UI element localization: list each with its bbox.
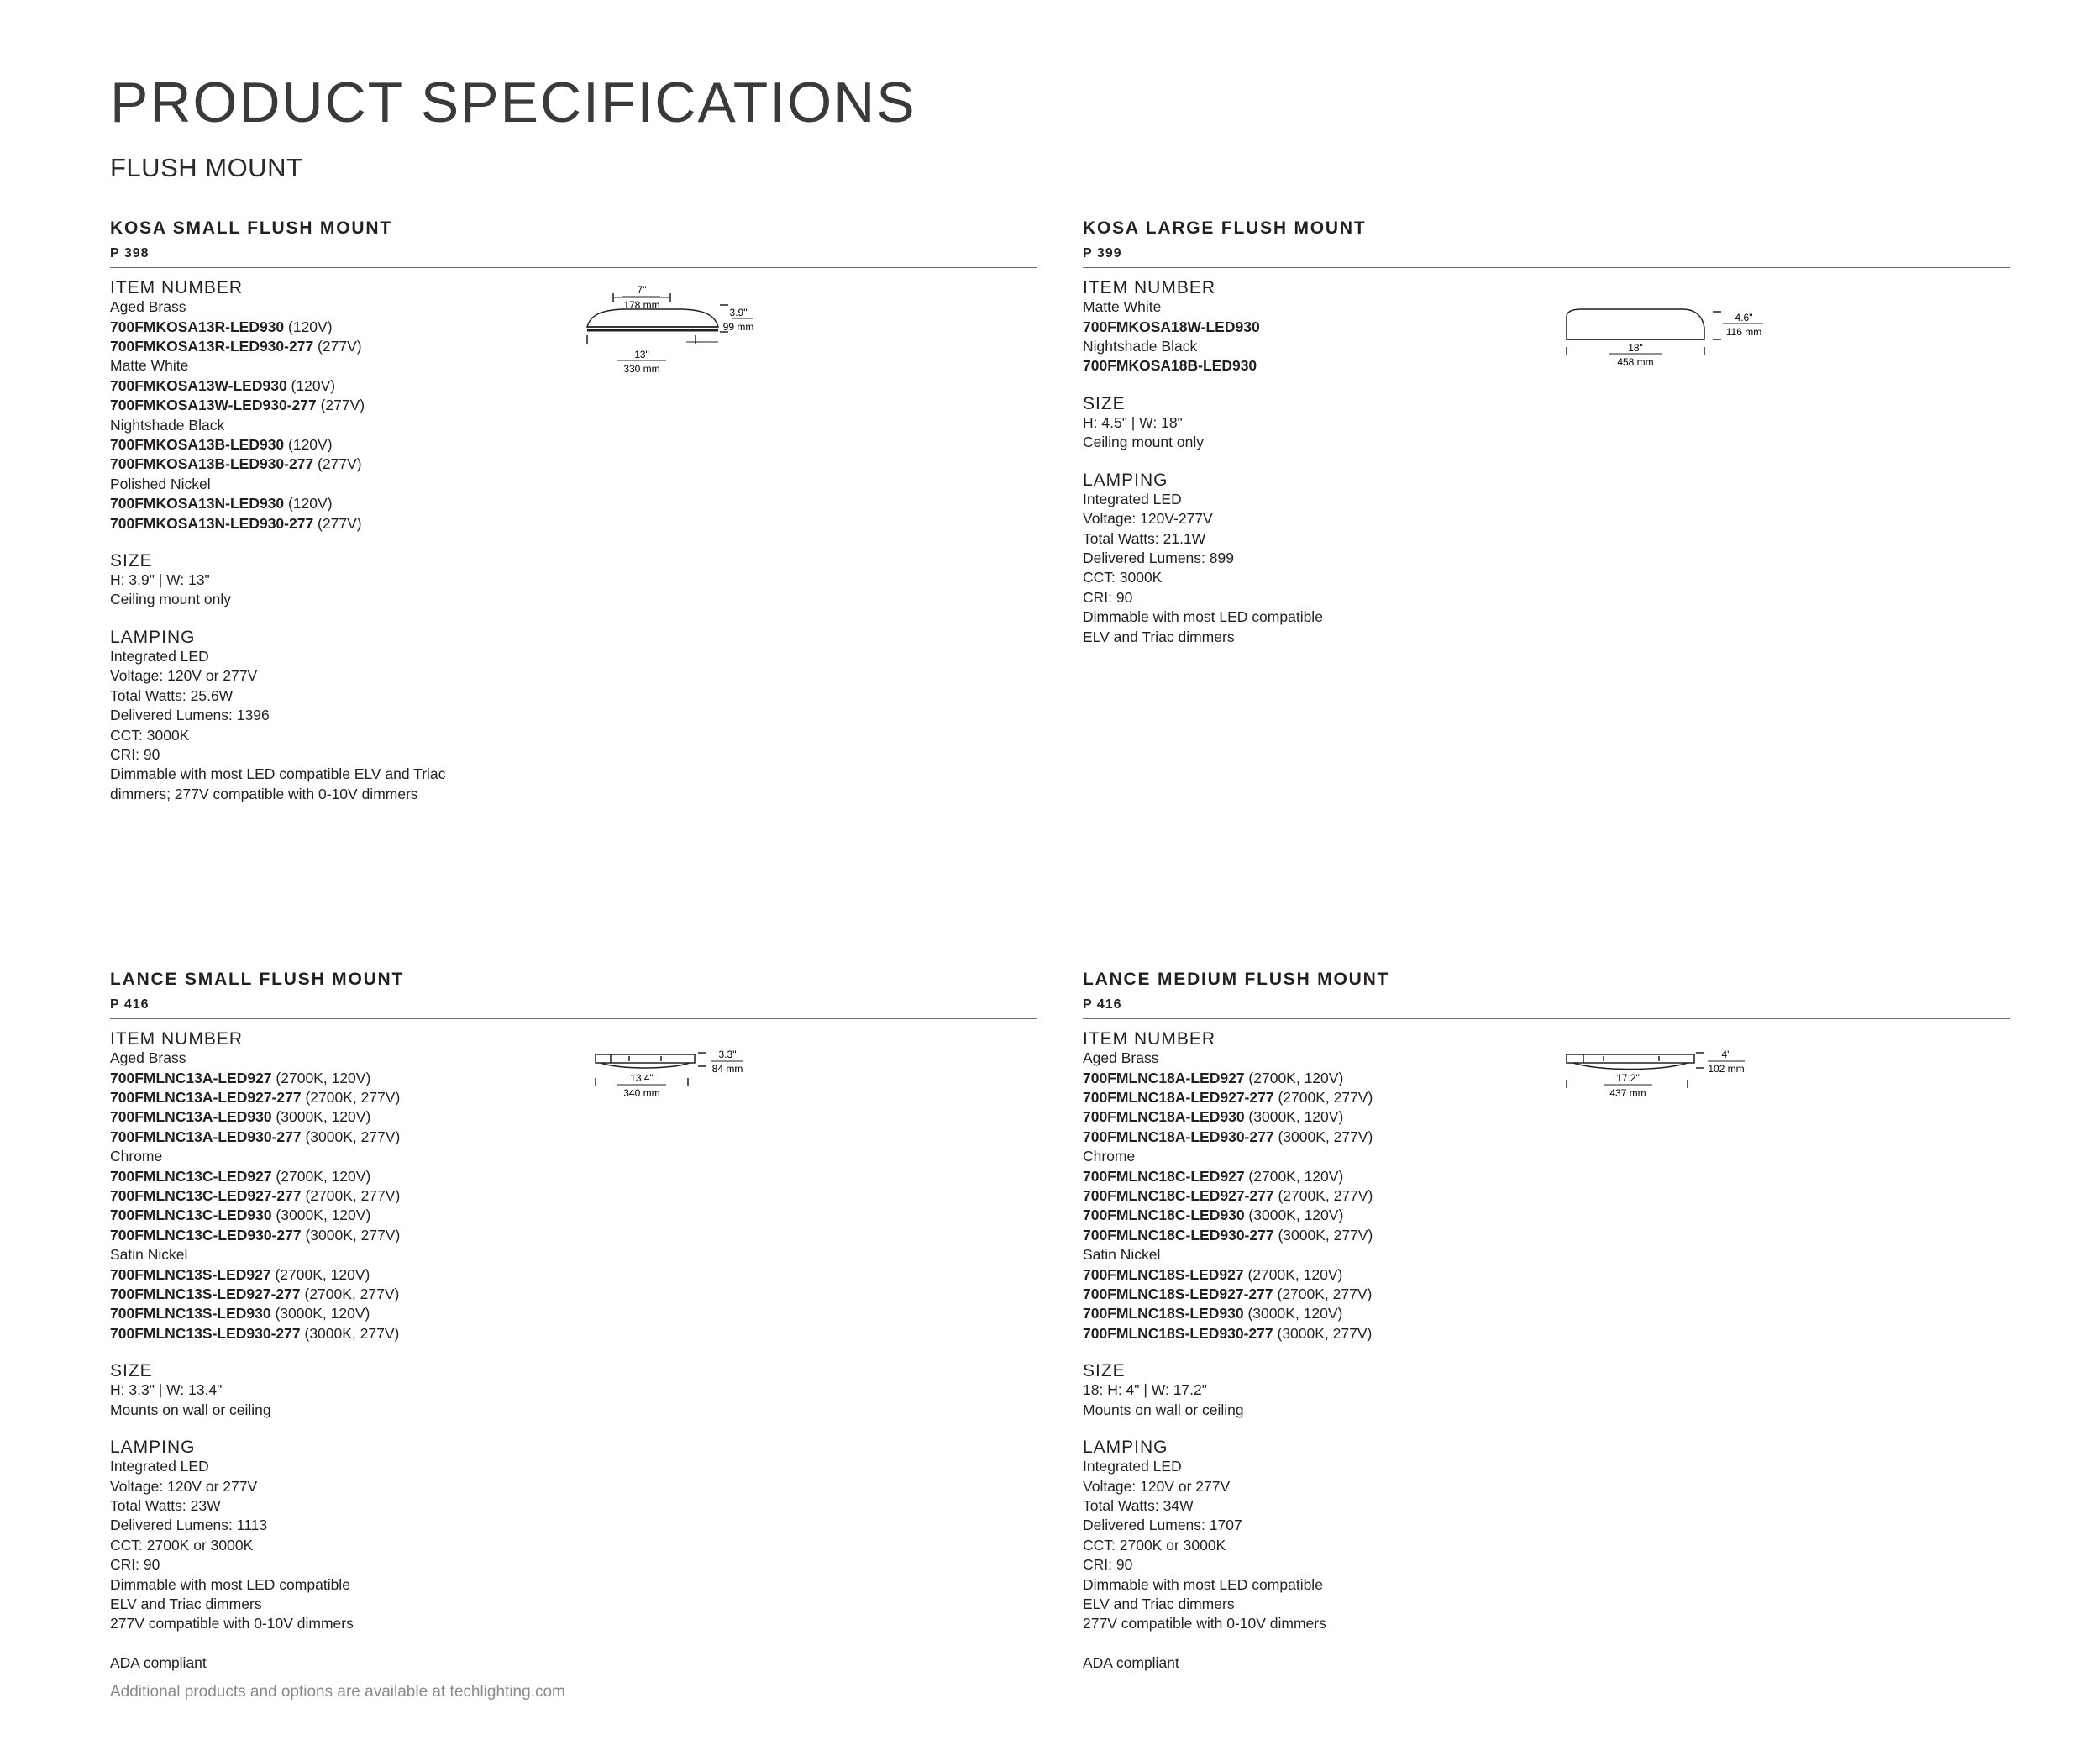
item-code-line (1083, 1324, 1637, 1343)
dim-width-mm: 340 mm (623, 1087, 660, 1099)
lamping-line: Delivered Lumens: 1396 (110, 707, 270, 724)
dim-height-mm: 99 mm (722, 321, 753, 333)
lamping-line: CCT: 3000K (110, 726, 190, 744)
item-number-label: ITEM NUMBER (110, 278, 243, 297)
lamping-lines (110, 1457, 664, 1634)
item-code-note: (277V) (313, 455, 362, 473)
item-code: 700FMLNC18S-LED930-277 (1083, 1324, 1273, 1342)
lance-small-dimension-diagram (594, 1044, 762, 1120)
lamping-line: Delivered Lumens: 899 (1083, 549, 1234, 566)
item-code: 700FMLNC18C-LED927-277 (1083, 1186, 1274, 1204)
item-list (110, 1049, 664, 1343)
item-code-note: (3000K, 120V) (1243, 1305, 1343, 1322)
item-code: 700FMLNC13S-LED927-277 (110, 1285, 301, 1302)
item-code-line (1083, 1285, 1637, 1304)
lamping-line: CCT: 2700K or 3000K (110, 1536, 254, 1554)
section-divider (110, 1018, 1037, 1019)
item-code: 700FMLNC13C-LED927-277 (110, 1186, 302, 1204)
ada-note: ADA compliant (1083, 1654, 1179, 1671)
item-code: 700FMLNC13C-LED930 (110, 1207, 272, 1224)
lamping-line: Delivered Lumens: 1707 (1083, 1517, 1242, 1534)
lamping-line: Integrated LED (110, 647, 209, 665)
item-code-line (1083, 356, 1637, 376)
item-code-note: (2700K, 120V) (271, 1167, 371, 1185)
size-line: H: 4.5" | W: 18" (1083, 413, 1183, 431)
lamping-line: Voltage: 120V or 277V (1083, 1477, 1231, 1495)
lamping-line: 277V compatible with 0-10V dimmers (110, 1615, 354, 1633)
size-line: Ceiling mount only (110, 591, 231, 608)
page-subtitle: FLUSH MOUNT (110, 153, 303, 182)
dim-width-inches: 18" (1628, 342, 1643, 354)
lance-medium-dimension-diagram (1565, 1044, 1767, 1120)
item-code: 700FMLNC18S-LED927 (1083, 1265, 1244, 1283)
lamping-line: Total Watts: 25.6W (110, 686, 234, 704)
item-code-note: (2700K, 120V) (1243, 1265, 1343, 1283)
item-code-line (110, 1226, 664, 1245)
item-code-note: (3000K, 120V) (1244, 1207, 1344, 1224)
item-code: 700FMLNC13A-LED930 (110, 1108, 272, 1126)
item-code-line (1083, 1304, 1637, 1323)
section-page-ref: P 416 (1083, 997, 1122, 1012)
size-lines (110, 571, 664, 610)
dim-width-inches: 17.2" (1616, 1072, 1640, 1084)
item-code-line (110, 337, 664, 356)
lamping-line: ELV and Triac dimmers (1083, 1596, 1235, 1613)
section-page-ref: P 398 (110, 246, 150, 260)
item-code: 700FMLNC13A-LED927 (110, 1069, 272, 1086)
lamping-line: Integrated LED (1083, 490, 1182, 507)
item-code: 700FMKOSA18W-LED930 (1083, 318, 1260, 335)
lamping-line: ELV and Triac dimmers (1083, 628, 1235, 645)
item-code: 700FMLNC18C-LED927 (1083, 1167, 1245, 1185)
section-page-ref: P 416 (110, 997, 150, 1012)
section-divider (1083, 1018, 2010, 1019)
spec-column (110, 278, 664, 804)
item-code: 700FMLNC18C-LED930-277 (1083, 1226, 1274, 1244)
spec-section-lance-small (110, 970, 1037, 1673)
item-code: 700FMLNC18S-LED930 (1083, 1305, 1244, 1322)
item-code-line (1083, 1226, 1637, 1245)
item-number-label: ITEM NUMBER (110, 1029, 243, 1049)
item-code: 700FMKOSA13B-LED930 (110, 435, 285, 453)
lamping-line: Voltage: 120V-277V (1083, 510, 1213, 528)
lamping-line: dimmers; 277V compatible with 0-10V dimmers (110, 785, 418, 802)
item-code-line (110, 1265, 664, 1285)
item-code-line (110, 1107, 664, 1127)
dim-height-inches: 3.3" (718, 1049, 737, 1060)
item-code: 700FMLNC18S-LED927-277 (1083, 1285, 1273, 1302)
lamping-label: LAMPING (110, 627, 196, 647)
item-code: 700FMKOSA13N-LED930-277 (110, 514, 314, 532)
item-list (1083, 297, 1637, 376)
dim-top-mm: 178 mm (623, 299, 660, 311)
spec-column (110, 1029, 664, 1673)
item-code-line (110, 1285, 664, 1304)
item-code-line (110, 494, 664, 513)
item-code-note: (277V) (316, 397, 365, 414)
finish-label: Chrome (1083, 1148, 1136, 1165)
item-code-line (110, 1324, 664, 1343)
section-heading: KOSA SMALL FLUSH MOUNT (110, 218, 392, 238)
size-lines (1083, 1380, 1637, 1420)
item-code-line (110, 455, 664, 474)
spec-section-kosa-small (110, 219, 1037, 804)
size-line: H: 3.9" | W: 13" (110, 571, 210, 589)
section-page-ref: P 399 (1083, 246, 1122, 260)
page-title: PRODUCT SPECIFICATIONS (110, 71, 916, 134)
dim-width-inches: 13.4" (630, 1072, 654, 1084)
spec-column (1083, 1029, 1637, 1673)
item-code-note: (120V) (284, 435, 333, 453)
spec-section-kosa-large (1083, 219, 2010, 647)
ada-note: ADA compliant (110, 1654, 207, 1671)
lamping-line: CCT: 2700K or 3000K (1083, 1536, 1226, 1554)
item-code-line (1083, 1265, 1637, 1285)
item-code-note: (2700K, 277V) (301, 1088, 401, 1106)
item-code-line (110, 1304, 664, 1323)
size-line: Mounts on wall or ceiling (1083, 1401, 1244, 1418)
item-code-line (110, 514, 664, 534)
item-code-note: (3000K, 277V) (1273, 1128, 1373, 1145)
item-code-note: (3000K, 277V) (1273, 1324, 1373, 1342)
lamping-line: CRI: 90 (110, 1556, 160, 1574)
finish-label: Aged Brass (110, 1049, 186, 1067)
item-code-line (1083, 1107, 1637, 1127)
section-divider (1083, 267, 2010, 268)
item-code-line (110, 435, 664, 455)
item-code-note: (277V) (313, 514, 362, 532)
finish-label: Matte White (110, 357, 189, 375)
item-list (1083, 1049, 1637, 1343)
dim-width-mm: 458 mm (1617, 356, 1654, 368)
lamping-line: Integrated LED (1083, 1458, 1182, 1475)
item-code-line (110, 1167, 664, 1186)
section-heading: LANCE MEDIUM FLUSH MOUNT (1083, 970, 1390, 989)
item-code: 700FMKOSA13R-LED930-277 (110, 337, 314, 355)
item-code-note: (2700K, 120V) (1244, 1167, 1344, 1185)
lamping-line: Total Watts: 21.1W (1083, 529, 1206, 547)
item-code-note: (3000K, 277V) (301, 1226, 401, 1244)
item-code-note: (277V) (313, 337, 362, 355)
kosa-large-dimension-diagram (1565, 298, 1767, 382)
item-number-label: ITEM NUMBER (1083, 278, 1215, 297)
finish-label: Chrome (110, 1148, 163, 1165)
item-code: 700FMKOSA13W-LED930 (110, 376, 287, 394)
item-code-line (110, 1088, 664, 1107)
item-code: 700FMLNC18A-LED927-277 (1083, 1088, 1274, 1106)
item-code: 700FMLNC18A-LED930-277 (1083, 1128, 1274, 1145)
lamping-lines (1083, 1457, 1637, 1634)
item-code-line (110, 1069, 664, 1088)
section-heading: LANCE SMALL FLUSH MOUNT (110, 970, 405, 989)
item-code: 700FMKOSA18B-LED930 (1083, 357, 1257, 375)
size-label: SIZE (1083, 393, 1126, 413)
item-code: 700FMLNC13A-LED927-277 (110, 1088, 302, 1106)
item-code-line (110, 318, 664, 337)
item-code-line (1083, 1206, 1637, 1225)
item-code-note: (3000K, 277V) (1273, 1226, 1373, 1244)
item-code-note: (2700K, 277V) (1273, 1088, 1373, 1106)
finish-label: Satin Nickel (110, 1246, 188, 1264)
item-code-note: (2700K, 120V) (271, 1069, 371, 1086)
item-code-note: (3000K, 120V) (271, 1207, 371, 1224)
item-code-note: (2700K, 277V) (1273, 1186, 1373, 1204)
lamping-label: LAMPING (1083, 470, 1168, 490)
item-code-note: (2700K, 277V) (1273, 1285, 1373, 1302)
item-code: 700FMKOSA13W-LED930-277 (110, 397, 317, 414)
lamping-label: LAMPING (110, 1438, 196, 1458)
item-code-line (1083, 1186, 1637, 1206)
item-code: 700FMLNC13C-LED927 (110, 1167, 272, 1185)
item-code: 700FMLNC13S-LED930 (110, 1305, 271, 1322)
item-code-note: (2700K, 120V) (1244, 1069, 1344, 1086)
lamping-line: CRI: 90 (1083, 588, 1133, 606)
lamping-line: CRI: 90 (110, 746, 160, 763)
finish-label: Satin Nickel (1083, 1246, 1161, 1264)
lamping-line: Voltage: 120V or 277V (110, 667, 258, 685)
lamping-line: CCT: 3000K (1083, 569, 1163, 586)
lamping-line: Delivered Lumens: 1113 (110, 1517, 268, 1534)
dim-width-inches: 13" (634, 349, 649, 360)
lamping-line: ELV and Triac dimmers (110, 1596, 262, 1613)
size-line: H: 3.3" | W: 13.4" (110, 1381, 223, 1399)
item-code: 700FMKOSA13B-LED930-277 (110, 455, 314, 473)
item-code-note: (120V) (286, 376, 336, 394)
spec-section-lance-medium (1083, 970, 2010, 1673)
lamping-line: Dimmable with most LED compatible (1083, 608, 1323, 626)
item-code-line (1083, 318, 1637, 337)
finish-label: Matte White (1083, 298, 1162, 316)
size-lines (110, 1380, 664, 1420)
dim-height-mm: 84 mm (711, 1063, 743, 1075)
item-code-note: (120V) (284, 495, 333, 513)
item-code: 700FMKOSA13N-LED930 (110, 495, 285, 513)
dim-top-inches: 7" (637, 285, 647, 296)
lamping-line: Total Watts: 34W (1083, 1497, 1194, 1514)
item-code: 700FMLNC13S-LED930-277 (110, 1324, 301, 1342)
item-code-line (110, 396, 664, 415)
dim-height-inches: 4.6" (1735, 312, 1753, 323)
item-code-line (110, 1186, 664, 1206)
item-code: 700FMLNC18A-LED927 (1083, 1069, 1245, 1086)
size-line: Mounts on wall or ceiling (110, 1401, 271, 1418)
item-code-line (1083, 1069, 1637, 1088)
item-code-note: (2700K, 277V) (300, 1285, 400, 1302)
item-code-line (110, 1128, 664, 1147)
item-list (110, 297, 664, 534)
item-code-note: (2700K, 120V) (270, 1265, 370, 1283)
finish-label: Nightshade Black (1083, 337, 1198, 355)
size-label: SIZE (110, 1361, 153, 1381)
item-code-note: (3000K, 277V) (300, 1324, 400, 1342)
size-lines (1083, 413, 1637, 453)
item-code-note: (120V) (284, 318, 333, 335)
lamping-line: 277V compatible with 0-10V dimmers (1083, 1615, 1326, 1633)
lamping-label: LAMPING (1083, 1438, 1168, 1458)
item-code: 700FMLNC13C-LED930-277 (110, 1226, 302, 1244)
lamping-line: Dimmable with most LED compatible ELV and Triac (110, 765, 446, 783)
item-code-note: (2700K, 277V) (301, 1186, 401, 1204)
item-code: 700FMLNC18C-LED930 (1083, 1207, 1245, 1224)
item-code-line (1083, 1128, 1637, 1147)
item-code: 700FMLNC13A-LED930-277 (110, 1128, 302, 1145)
size-label: SIZE (110, 550, 153, 571)
item-code-line (110, 1206, 664, 1225)
item-code: 700FMLNC18A-LED930 (1083, 1108, 1245, 1126)
item-code-line (110, 376, 664, 396)
spec-column (1083, 278, 1637, 647)
size-label: SIZE (1083, 1361, 1126, 1381)
dim-width-mm: 330 mm (623, 363, 660, 375)
lamping-line: Dimmable with most LED compatible (1083, 1575, 1323, 1593)
lamping-line: Total Watts: 23W (110, 1497, 221, 1514)
lamping-lines (1083, 490, 1637, 647)
item-code-line (1083, 1088, 1637, 1107)
finish-label: Aged Brass (110, 298, 186, 316)
item-code: 700FMLNC13S-LED927 (110, 1265, 271, 1283)
lamping-line: Integrated LED (110, 1458, 209, 1475)
finish-label: Nightshade Black (110, 416, 225, 434)
size-line: 18: H: 4" | W: 17.2" (1083, 1381, 1207, 1399)
lamping-line: Voltage: 120V or 277V (110, 1477, 258, 1495)
dim-width-mm: 437 mm (1609, 1087, 1646, 1099)
item-code-note: (3000K, 120V) (270, 1305, 370, 1322)
kosa-small-dimension-diagram (585, 285, 753, 390)
finish-label: Aged Brass (1083, 1049, 1159, 1067)
size-line: Ceiling mount only (1083, 434, 1204, 451)
finish-label: Polished Nickel (110, 475, 211, 492)
section-divider (110, 267, 1037, 268)
lamping-line: Dimmable with most LED compatible (110, 1575, 350, 1593)
item-code: 700FMKOSA13R-LED930 (110, 318, 285, 335)
item-code-line (1083, 1167, 1637, 1186)
item-code-note: (3000K, 120V) (1244, 1108, 1344, 1126)
footer-note: Additional products and options are available at techlighting.com (110, 1683, 565, 1701)
lamping-lines (110, 647, 664, 804)
item-code-note: (3000K, 277V) (301, 1128, 401, 1145)
dim-height-inches: 4" (1721, 1049, 1731, 1060)
dim-height-mm: 102 mm (1708, 1063, 1745, 1075)
lamping-line: CRI: 90 (1083, 1556, 1133, 1574)
dim-height-mm: 116 mm (1725, 326, 1762, 338)
item-code-note: (3000K, 120V) (271, 1108, 371, 1126)
section-heading: KOSA LARGE FLUSH MOUNT (1083, 218, 1367, 238)
item-number-label: ITEM NUMBER (1083, 1029, 1215, 1049)
dim-height-inches: 3.9" (729, 307, 748, 318)
